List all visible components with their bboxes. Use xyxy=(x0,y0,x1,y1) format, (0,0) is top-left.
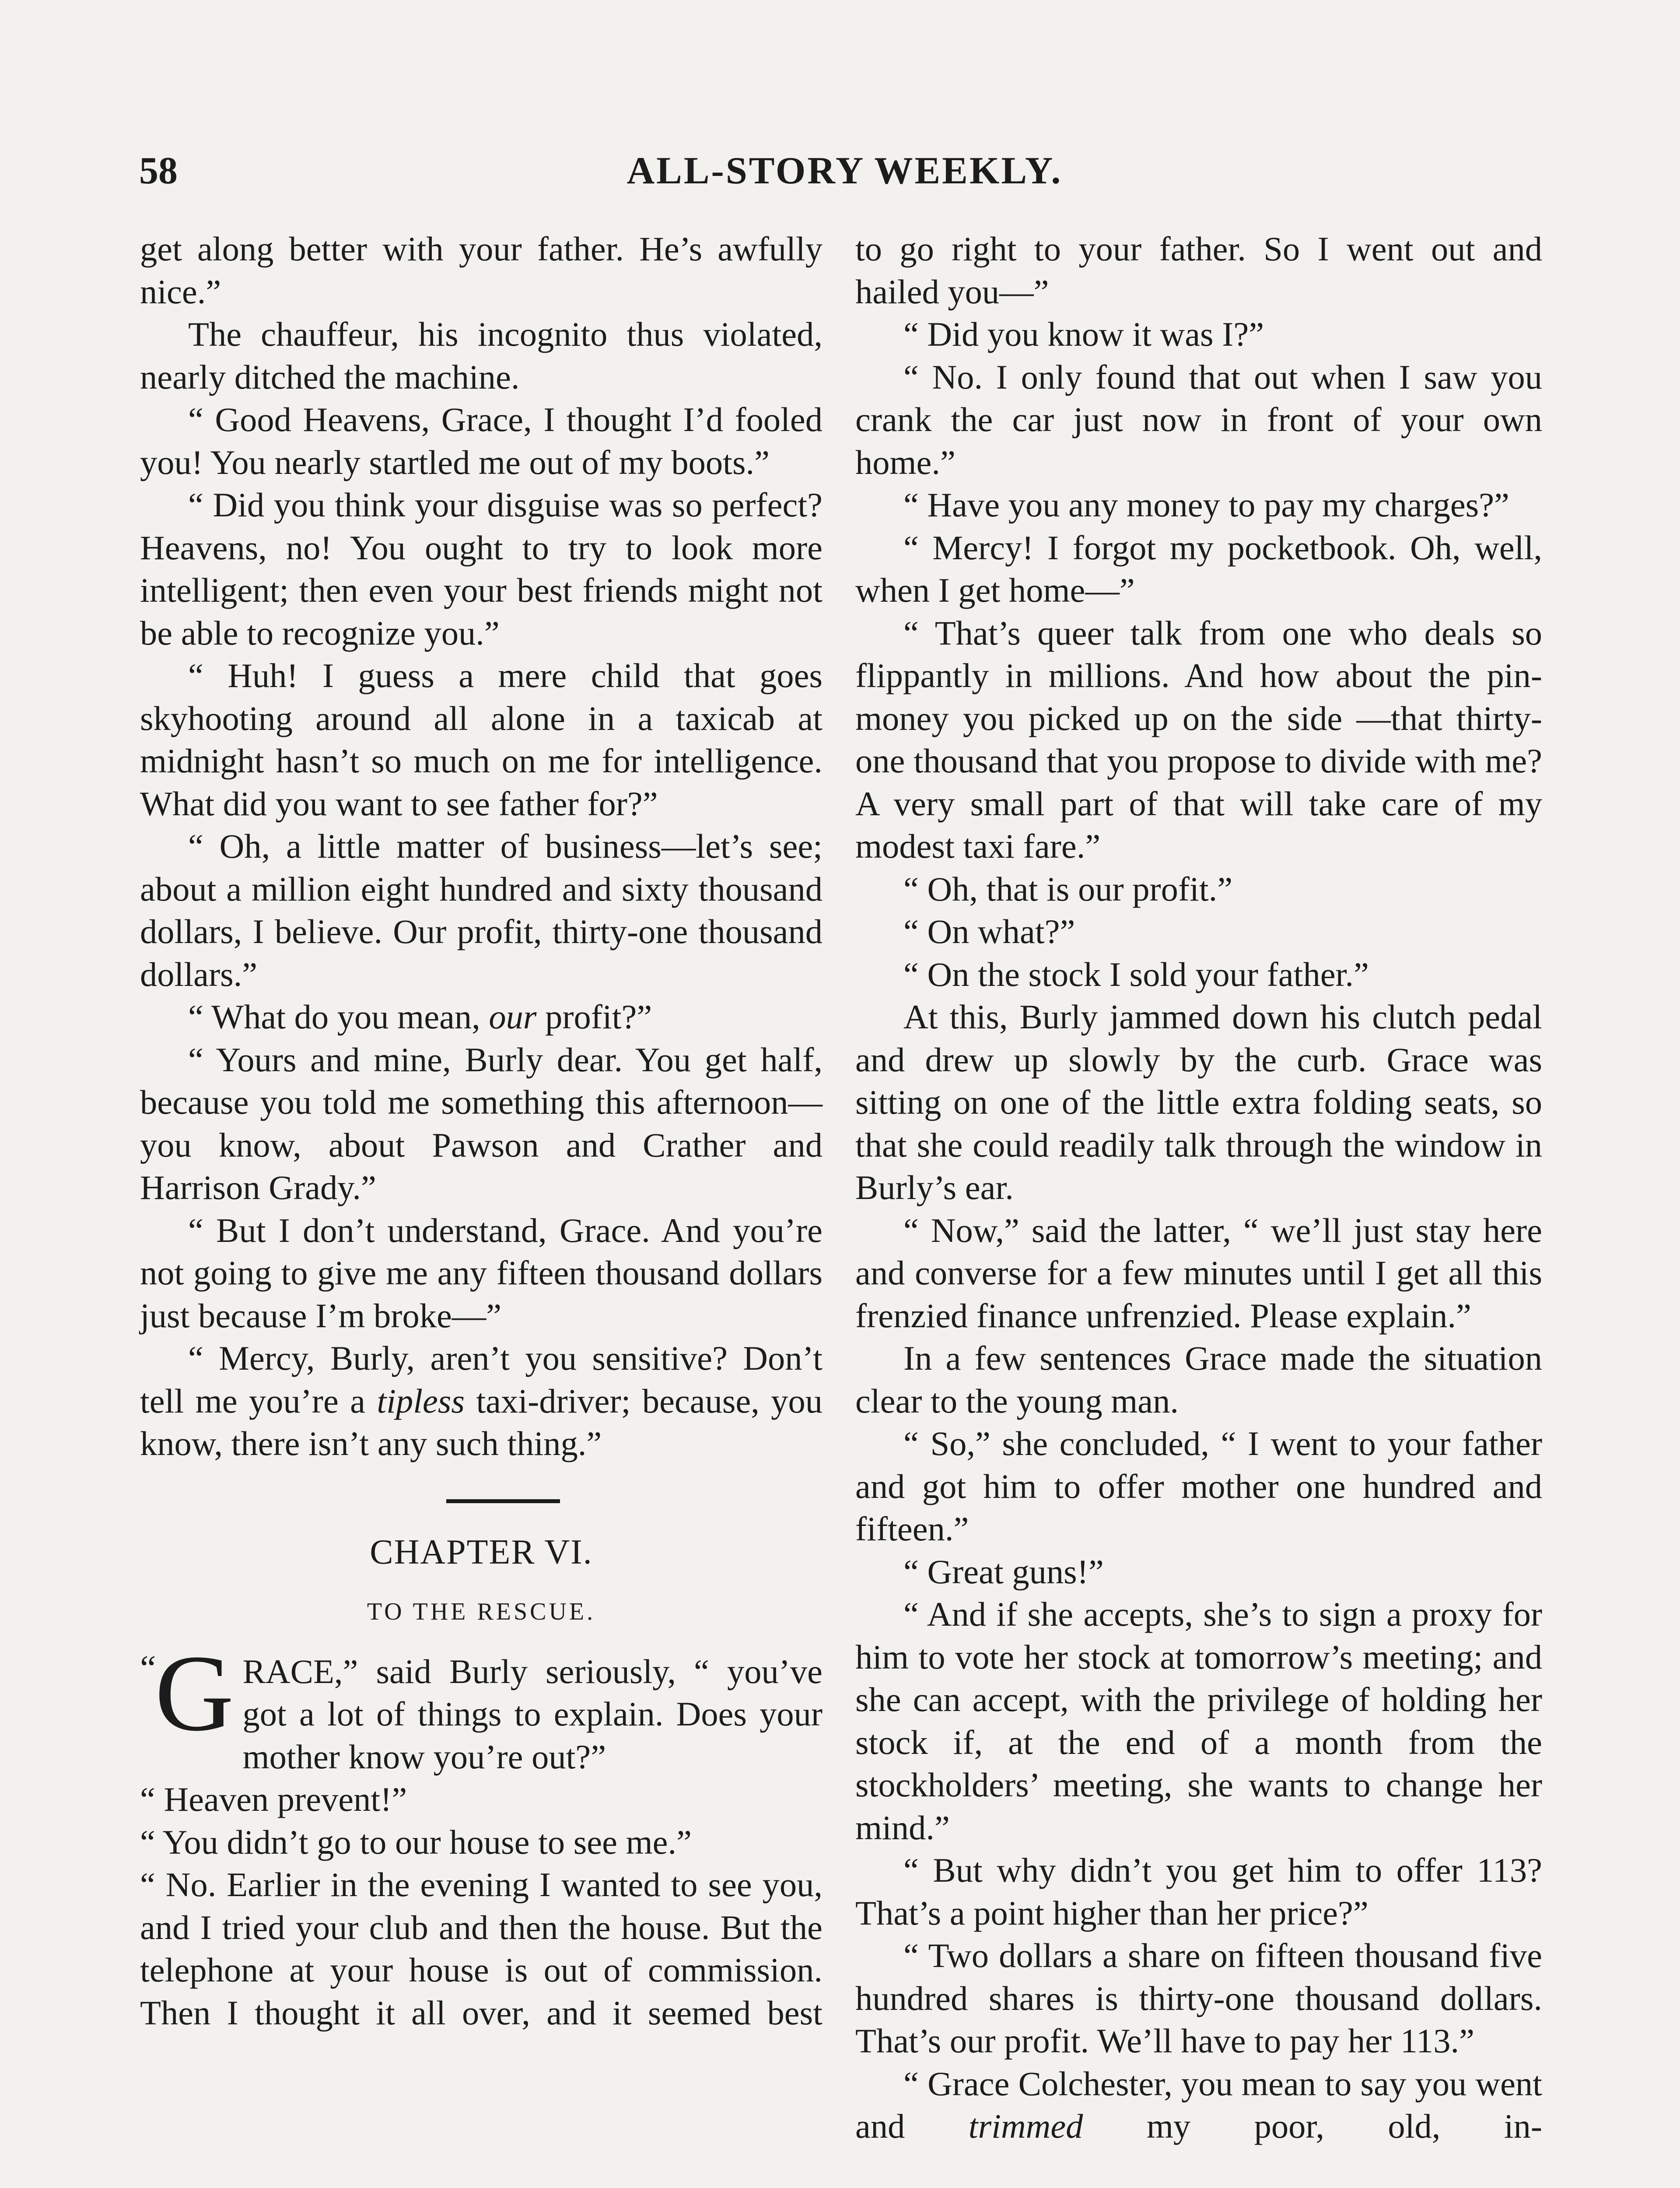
italic-word: tipless xyxy=(377,1382,465,1420)
paragraph: “ Two dollars a share on fifteen thousand five hundred shares is thirty-one thousand dollars. That’s our profit. We’ll have to pay her 113.” xyxy=(855,1936,1542,2060)
page-header xyxy=(139,149,1550,210)
paragraph: get along better with your father. He’s awfully nice.” xyxy=(140,230,822,311)
paragraph: “ Yours and mine, Burly dear. You get half, because you told me something this afternoon—you know, about Pawson and Crather and Harrison Grady.” xyxy=(140,1040,822,1206)
running-head: ALL-STORY WEEKLY. xyxy=(626,150,1063,192)
paragraph: “ Heaven prevent!” xyxy=(140,1780,407,1818)
paragraph: “ And if she accepts, she’s to sign a proxy for him to vote her stock at tomorrow’s meeting; and she can accept, with the privilege of holding her stock if, at the end of a month from the stockholders’ meeting, she wants to change her mind.” xyxy=(855,1595,1542,1847)
paragraph: “ Mercy! I forgot my pocketbook. Oh, well, when I get home—” xyxy=(855,528,1542,609)
paragraph: “ Did you know it was I?” xyxy=(903,315,1264,353)
paragraph-trimmed: “ Grace Colchester, you mean to say you went and trimmed my poor, old, in- xyxy=(855,2064,1542,2145)
paragraph: “ Oh, that is our profit.” xyxy=(903,870,1233,908)
paragraph: “ Huh! I guess a mere child that goes skyhooting around all alone in a taxicab at midnight hasn’t so much on me for intelligence. What did you want to see father for?” xyxy=(140,656,822,823)
paragraph: “ Now,” said the latter, “ we’ll just stay here and converse for a few minutes until I get all this frenzied finance unfrenzied. Please explain.” xyxy=(855,1211,1542,1335)
chapter-opening xyxy=(140,1632,822,1778)
paragraph: “ But I don’t understand, Grace. And you’re not going to give me any fifteen thousand dollars just because I’m broke—” xyxy=(140,1211,822,1335)
paragraph: In a few sentences Grace made the situation clear to the young man. xyxy=(855,1339,1542,1420)
section-divider xyxy=(446,1499,560,1503)
page-number: 58 xyxy=(139,150,178,192)
chapter-subtitle: TO THE RESCUE. xyxy=(367,1598,596,1625)
left-column xyxy=(140,228,822,2034)
dropcap-quote: “ xyxy=(140,1648,156,1688)
paragraph: “ So,” she concluded, “ I went to your father and got him to offer mother one hundred and fifteen.” xyxy=(855,1424,1542,1548)
paragraph: “ Have you any money to pay my charges?” xyxy=(903,486,1509,524)
paragraph: “ Good Heavens, Grace, I thought I’d fooled you! You nearly startled me out of my boots.” xyxy=(140,400,822,481)
italic-word: our xyxy=(489,998,537,1036)
paragraph: “ You didn’t go to our house to see me.” xyxy=(140,1823,692,1861)
paragraph-tipless: “ Mercy, Burly, aren’t you sensitive? Don’t tell me you’re a tipless taxi-driver; because, you know, there isn’t any such thing.” xyxy=(140,1339,823,1462)
paragraph: “ No. I only found that out when I saw you crank the car just now in front of your own home.” xyxy=(855,358,1542,481)
paragraph: “ Oh, a little matter of business—let’s see; about a million eight hundred and sixty thousand dollars, I believe. Our profit, thirty-one thousand dollars.” xyxy=(140,827,822,993)
chapter-first-paragraph: RACE,” said Burly seriously, “ you’ve got a lot of things to explain. Does your mother know you’re out?” xyxy=(242,1652,822,1776)
paragraph-our-profit: “ What do you mean, our profit?” xyxy=(188,998,652,1036)
paragraph: “ That’s queer talk from one who deals so flippantly in millions. And how about the pin-money you picked up on the side —that thirty-one thousand that you propose to divide with me? A very small part of that will take care of my modest taxi fare.” xyxy=(855,614,1542,865)
paragraph: to go right to your father. So I went out and hailed you—” xyxy=(855,230,1542,311)
paragraph: “ But why didn’t you get him to offer 113? That’s a point higher than her price?” xyxy=(855,1851,1542,1932)
paragraph: “ Great guns!” xyxy=(903,1552,1104,1591)
right-column xyxy=(855,228,1542,2148)
paragraph: “ On the stock I sold your father.” xyxy=(903,955,1369,993)
chapter-title: CHAPTER VI. xyxy=(370,1532,593,1571)
paragraph: “ On what?” xyxy=(903,912,1075,950)
paragraph: At this, Burly jammed down his clutch pedal and drew up slowly by the curb. Grace was sitting on one of the little extra folding seats, so that she could readily talk through the window in Burly’s ear. xyxy=(855,998,1542,1206)
paragraph: “ Did you think your disguise was so perfect? Heavens, no! You ought to try to look more intelligent; then even your best friends might not be able to recognize you.” xyxy=(140,486,822,652)
dropcap-letter: G xyxy=(155,1632,234,1754)
italic-word: trimmed xyxy=(968,2107,1083,2145)
paragraph: “ No. Earlier in the evening I wanted to see you, and I tried your club and then the house. But the telephone at your house is out of commission. Then I thought it all over, and it seemed best xyxy=(140,1865,822,2032)
paragraph: The chauffeur, his incognito thus violated, nearly ditched the machine. xyxy=(140,315,822,396)
